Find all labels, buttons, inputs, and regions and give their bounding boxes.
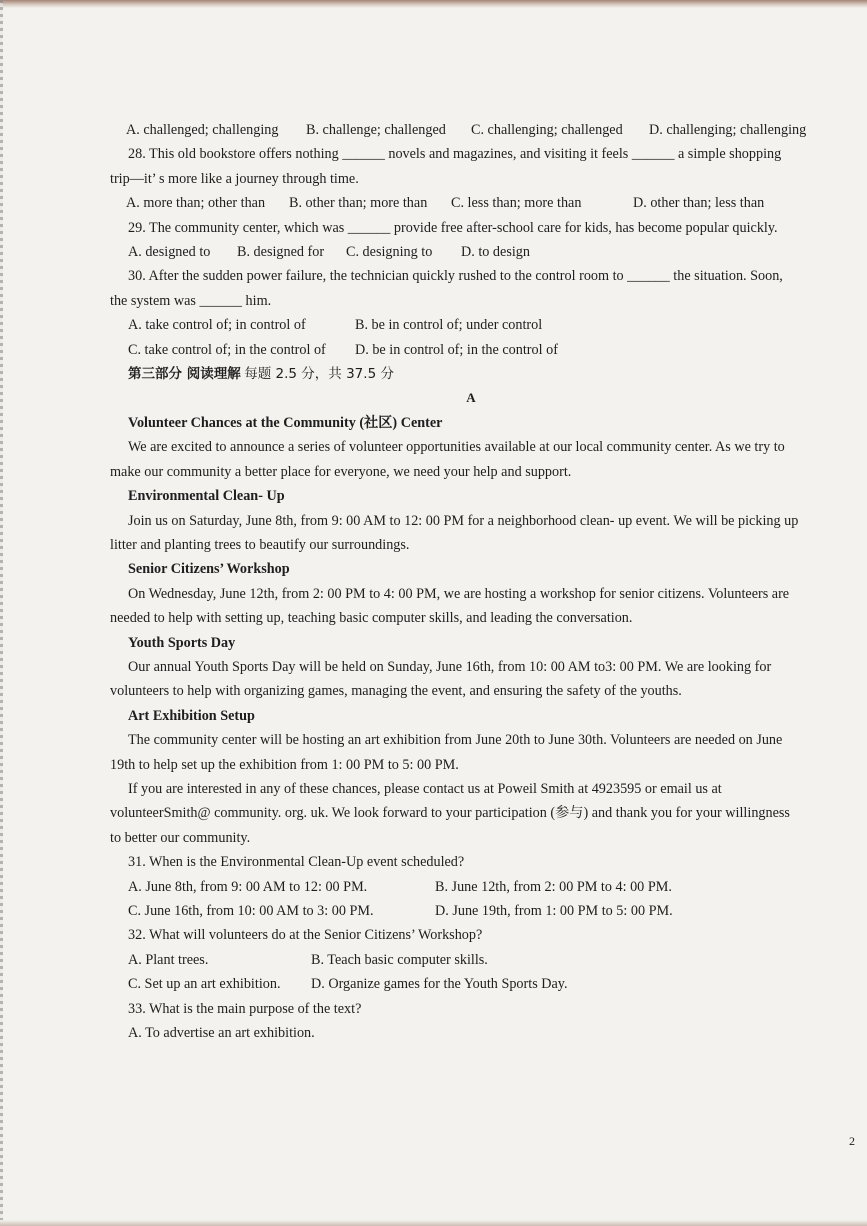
heading-art-exhibition-setup: Art Exhibition Setup <box>128 707 255 724</box>
q30-option-c: C. take control of; in the control of <box>128 341 326 358</box>
q28-stem-2: trip—it’ s more like a journey through time. <box>110 170 359 187</box>
q28-option-d: D. other than; less than <box>633 195 765 212</box>
q27-option-c: C. challenging; challenged <box>471 122 623 138</box>
q28-option-c: C. less than; more than <box>451 195 582 212</box>
paragraph-art-exhibition-2: 19th to help set up the exhibition from 1: 00 PM to 5: 00 PM. <box>110 756 459 773</box>
passage-intro-1: We are excited to announce a series of volunteer opportunities available at our local community center. As we try to <box>128 439 785 456</box>
paragraph-sports-day-1: Our annual Youth Sports Day will be held on Sunday, June 16th, from 10: 00 AM to3: 00 PM. We are looking for <box>128 658 772 675</box>
q31-option-a: A. June 8th, from 9: 00 AM to 12: 00 PM. <box>128 878 368 895</box>
q29-stem: 29. The community center, which was ______ provide free after-school care for kids, has become popular quickly. <box>128 219 778 236</box>
paragraph-contact-1: If you are interested in any of these chances, please contact us at Poweil Smith at 4923595 or email us at <box>128 780 722 797</box>
q28-stem-1: 28. This old bookstore offers nothing ______ novels and magazines, and visiting it feels ______ a simple shopping <box>128 146 782 163</box>
q30-stem-1: 30. After the sudden power failure, the technician quickly rushed to the control room to ______ the situation. Soon, <box>128 268 783 285</box>
heading-senior-workshop: Senior Citizens’ Workshop <box>128 561 290 578</box>
q32-options-row-2 <box>110 972 832 996</box>
q31-option-b: B. June 12th, from 2: 00 PM to 4: 00 PM. <box>435 878 672 895</box>
paragraph-clean-up-1: Join us on Saturday, June 8th, from 9: 00 AM to 12: 00 PM for a neighborhood clean- up event. We will be picking up <box>128 512 799 529</box>
q33-stem: 33. What is the main purpose of the text? <box>128 1000 362 1017</box>
q28-option-b: B. other than; more than <box>289 195 428 212</box>
q31-stem: 31. When is the Environmental Clean-Up event scheduled? <box>128 854 465 871</box>
q32-options-row-1 <box>110 948 832 972</box>
q32-stem: 32. What will volunteers do at the Senior Citizens’ Workshop? <box>128 927 483 944</box>
paper-bottom-edge <box>0 1220 867 1226</box>
q29-option-a: A. designed to <box>128 244 211 261</box>
q28-options <box>110 191 832 215</box>
paragraph-senior-workshop-2: needed to help with setting up, teaching basic computer skills, and leading the conversation. <box>110 610 633 627</box>
q27-options <box>110 118 832 142</box>
q29-option-b: B. designed for <box>237 244 325 261</box>
passage-title: Volunteer Chances at the Community (社区) Center <box>128 414 443 431</box>
heading-environmental-clean-up: Environmental Clean- Up <box>128 488 285 505</box>
q28-option-a: A. more than; other than <box>126 195 266 212</box>
q32-option-c: C. Set up an art exhibition. <box>128 976 281 993</box>
heading-youth-sports-day: Youth Sports Day <box>128 634 236 651</box>
q27-option-d: D. challenging; challenging <box>649 122 807 138</box>
q30-option-b: B. be in control of; under control <box>355 317 543 334</box>
paragraph-art-exhibition-1: The community center will be hosting an art exhibition from June 20th to June 30th. Volunteers are needed on June <box>128 732 783 749</box>
q32-option-a: A. Plant trees. <box>128 951 209 968</box>
q32-option-d: D. Organize games for the Youth Sports Day. <box>311 976 568 993</box>
q33-option-a: A. To advertise an art exhibition. <box>128 1025 315 1042</box>
q29-option-d: D. to design <box>461 244 530 261</box>
paragraph-clean-up-2: litter and planting trees to beautify our surroundings. <box>110 536 410 553</box>
paragraph-senior-workshop-1: On Wednesday, June 12th, from 2: 00 PM to 4: 00 PM, we are hosting a workshop for senior citizens. Volunteers are <box>128 585 790 602</box>
section-3-scoring: 每题 2.5 分，共 37.5 分 <box>244 366 394 383</box>
passage-label: A <box>466 390 476 406</box>
q31-option-c: C. June 16th, from 10: 00 AM to 3: 00 PM. <box>128 903 374 919</box>
q30-options-row-2 <box>110 338 832 362</box>
paper-top-edge <box>0 0 867 8</box>
paper-left-edge <box>0 0 3 1226</box>
q30-option-d: D. be in control of; in the control of <box>355 341 558 358</box>
section-3-title: 第三部分 阅读理解 <box>128 366 241 383</box>
paragraph-sports-day-2: volunteers to help with organizing games, managing the event, and ensuring the safety of the youths. <box>110 683 682 700</box>
q31-option-d: D. June 19th, from 1: 00 PM to 5: 00 PM. <box>435 903 673 919</box>
q29-options <box>110 240 832 264</box>
q31-options-row-2 <box>110 899 832 923</box>
exam-page <box>110 118 832 1045</box>
q30-options-row-1 <box>110 313 832 337</box>
paragraph-contact-2: volunteerSmith@ community. org. uk. We look forward to your participation (参与) and thank you for your willingness <box>110 805 790 822</box>
paragraph-contact-3: to better our community. <box>110 829 251 846</box>
q30-stem-2: the system was ______ him. <box>110 292 272 309</box>
q30-option-a: A. take control of; in control of <box>128 317 306 334</box>
q32-option-b: B. Teach basic computer skills. <box>311 951 488 968</box>
passage-intro-2: make our community a better place for everyone, we need your help and support. <box>110 463 572 480</box>
page-number: 2 <box>849 1134 855 1148</box>
q31-options-row-1 <box>110 875 832 899</box>
q29-option-c: C. designing to <box>346 244 433 261</box>
section-3-heading <box>110 362 832 386</box>
q27-option-a: A. challenged; challenging <box>126 122 279 138</box>
q27-option-b: B. challenge; challenged <box>306 122 446 138</box>
